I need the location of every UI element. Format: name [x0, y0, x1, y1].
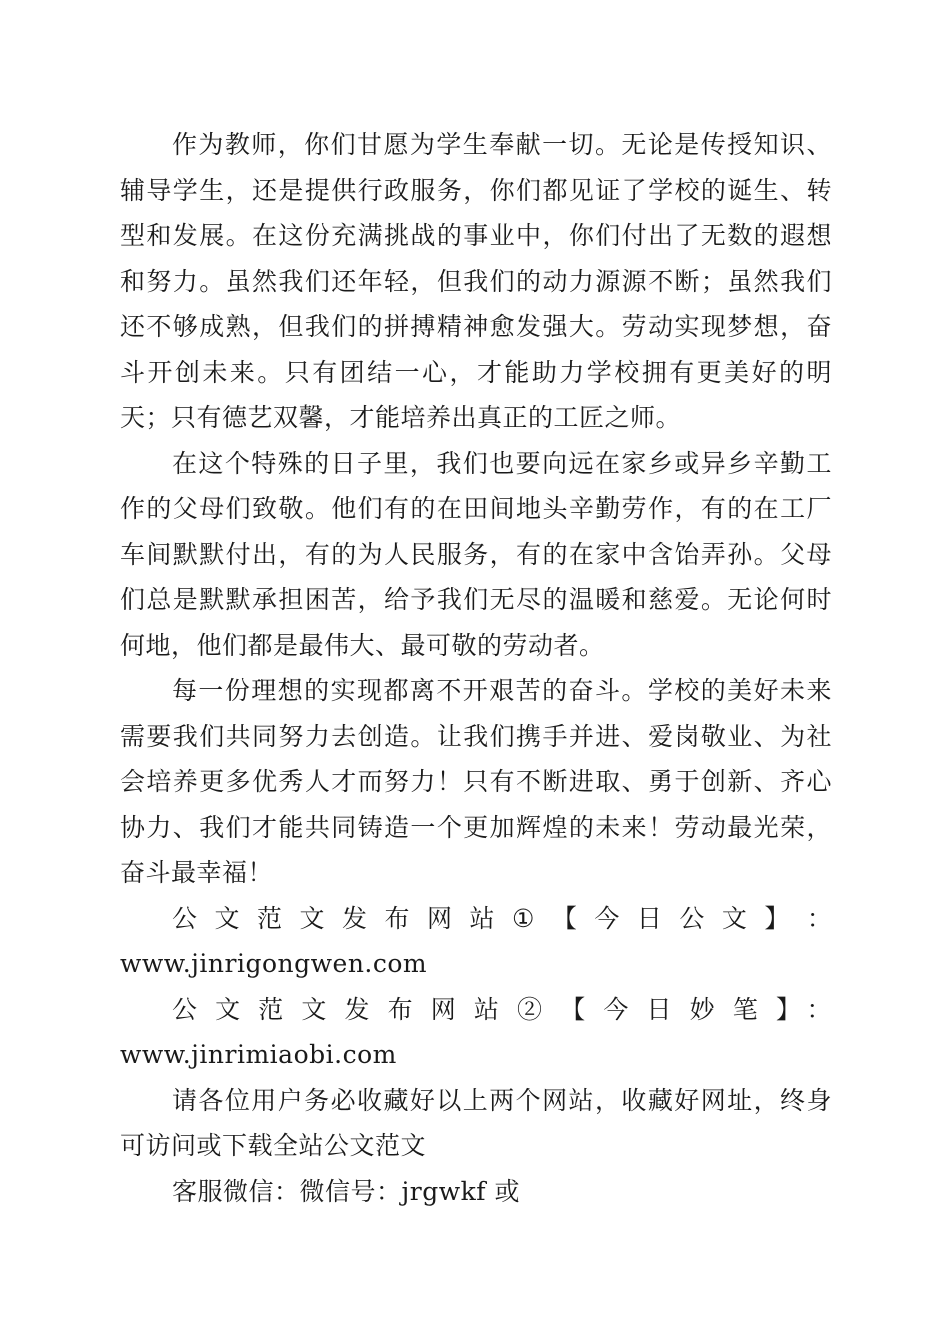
- document-page: [120, 122, 832, 1214]
- site1-label-char: 发: [342, 903, 368, 933]
- site1-label-char: 】: [764, 903, 790, 933]
- site1-label-char: 今: [594, 903, 620, 933]
- site1-label: [120, 896, 832, 942]
- customer-service-contact: 客服微信：微信号：jrgwkf 或: [172, 1176, 520, 1206]
- site1-label-char: ：: [806, 903, 832, 933]
- site1-url[interactable]: www.jinrigongwen.com: [120, 949, 428, 978]
- site1-label-char: 范: [257, 903, 283, 933]
- site1-label-char: 【: [551, 903, 577, 933]
- site1-label-char: 公: [679, 903, 705, 933]
- site1-label-char: ①: [512, 903, 535, 933]
- site1-label-char: 站: [469, 903, 495, 933]
- site1-label-char: 文: [299, 903, 325, 933]
- site1-label-char: 文: [721, 903, 747, 933]
- site2-line[interactable]: 公文范文发布网站②【今日妙笔】：www.jinrimiaobi.com: [120, 994, 832, 1069]
- paragraph-teachers: 作为教师，你们甘愿为学生奉献一切。无论是传授知识、辅导学生，还是提供行政服务，你们都见证了学校的诞生、转型和发展。在这份充满挑战的事业中，你们付出了无数的遐想和努力。虽然我们还年轻，但我们的动力源源不断；虽然我们还不够成熟，但我们的拼搏精神愈发强大。劳动实现梦想，奋斗开创未来。只有团结一心，才能助力学校拥有更美好的明天；只有德艺双馨，才能培养出真正的工匠之师。: [120, 130, 832, 432]
- paragraph-parents: 在这个特殊的日子里，我们也要向远在家乡或异乡辛勤工作的父母们致敬。他们有的在田间地头辛勤劳作，有的在工厂车间默默付出，有的为人民服务，有的在家中含饴弄孙。父母们总是默默承担困苦，给予我们无尽的温暖和慈爱。无论何时何地，他们都是最伟大、最可敬的劳动者。: [120, 448, 832, 660]
- bookmark-notice: 请各位用户务必收藏好以上两个网站，收藏好网址，终身可访问或下载全站公文范文: [120, 1085, 832, 1160]
- site1-label-char: 布: [384, 903, 410, 933]
- site1-label-char: 公: [172, 903, 198, 933]
- paragraph-struggle: 每一份理想的实现都离不开艰苦的奋斗。学校的美好未来需要我们共同努力去创造。让我们携手并进、爱岗敬业、为社会培养更多优秀人才而努力！只有不断进取、勇于创新、齐心协力、我们才能共同铸造一个更加辉煌的未来！劳动最光荣，奋斗最幸福！: [120, 676, 832, 887]
- site1-label-char: 网: [427, 903, 453, 933]
- site1-label-char: 日: [636, 903, 662, 933]
- site1-label-char: 文: [214, 903, 240, 933]
